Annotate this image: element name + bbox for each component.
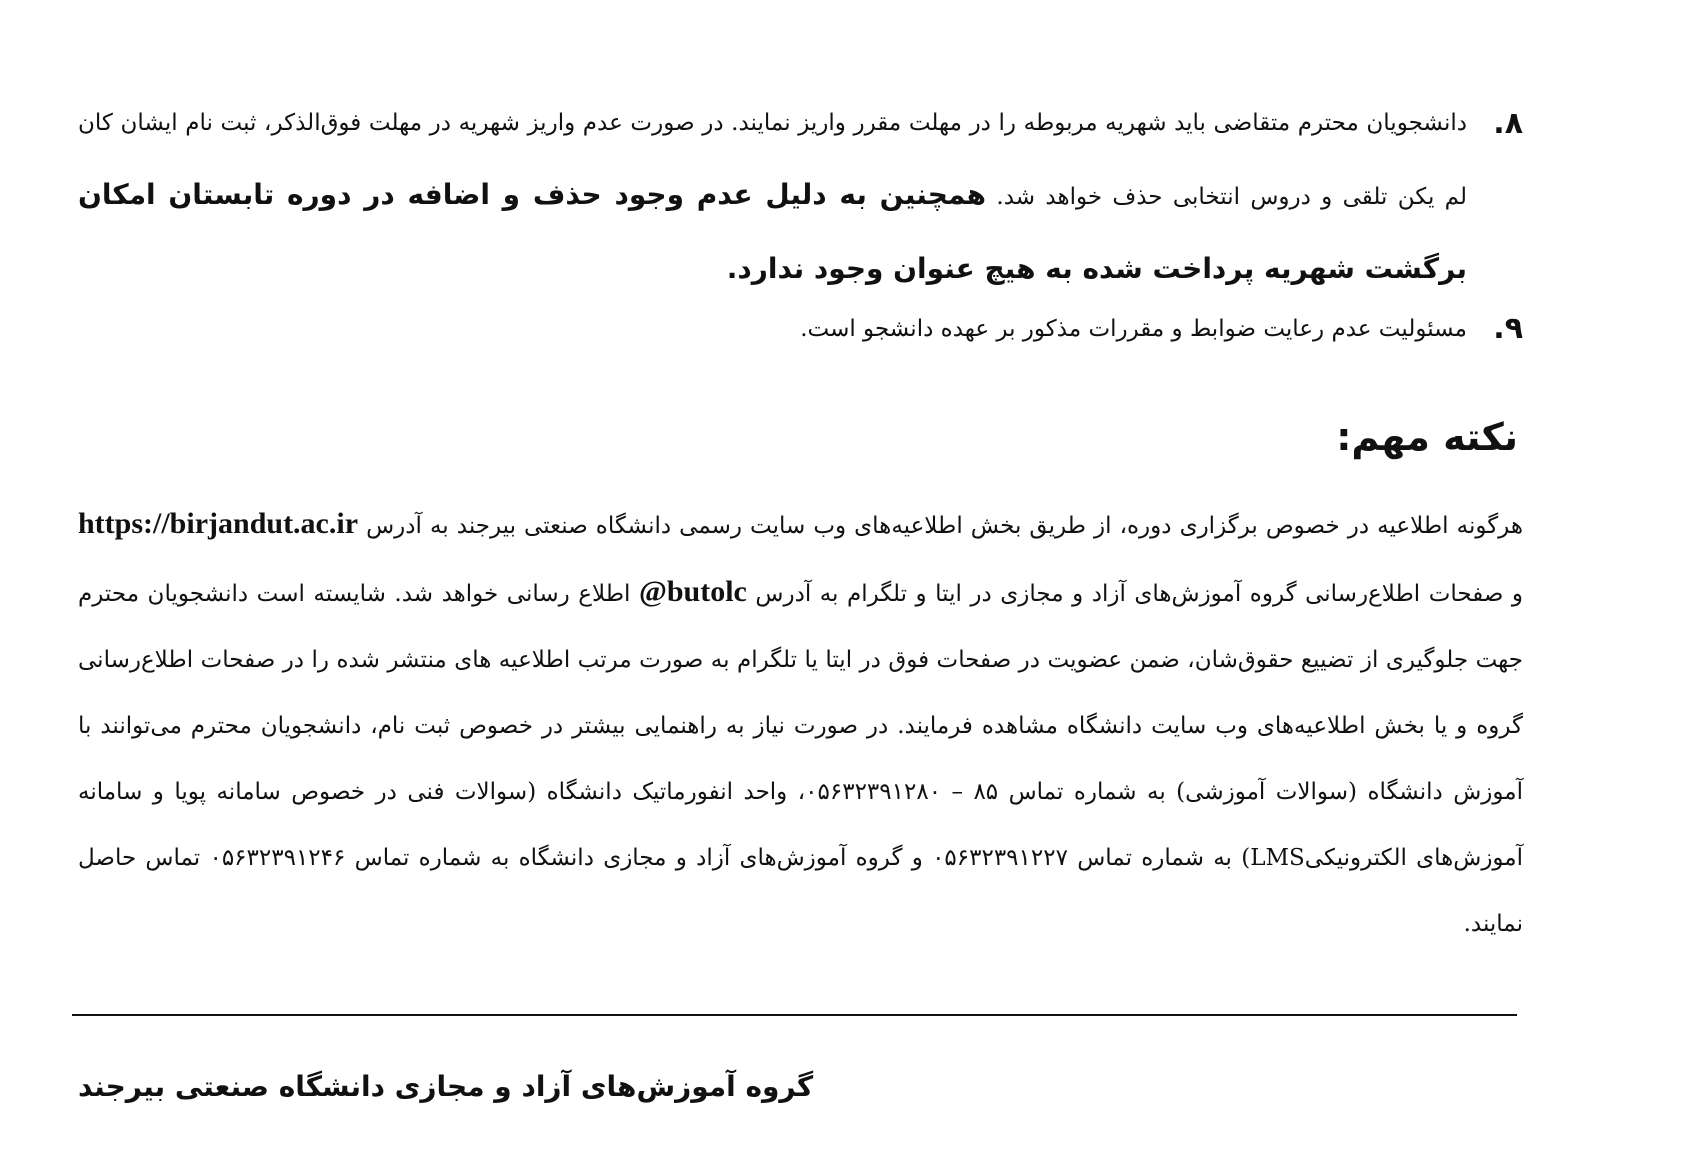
rule-item-8-bold-text: همچنین به دلیل عدم وجود حذف و اضافه در دوره تابستان امکان برگشت شهریه پرداخت شده به هیچ عنوان وجود ندارد. (78, 178, 1467, 285)
rule-item-9-number: ۹. (1493, 311, 1523, 346)
note-text-part-3: اطلاع رسانی خواهد شد. شایسته است دانشجویان محترم جهت جلوگیری از تضییع حقوق‌شان، ضمن عضویت در صفحات فوق در ایتا یا تلگرام به صورت مرتب اطلاعیه های منتشر شده را در صفحات اطلاع‌رسانی گروه و یا بخش اطلاعیه‌های وب سایت دانشگاه مشاهده فرمایند. در صورت نیاز به راهنمایی بیشتر در خصوص ثبت نام، دانشجویان محترم می‌توانند با آموزش دانشگاه (سوالات آموزشی) به شماره تماس ۸۵ – ۰۵۶۳۲۳۹۱۲۸۰، واحد انفورماتیک دانشگاه (سوالات فنی در خصوص سامانه پویا و سامانه آموزش‌های الکترونیکیLMS) به شماره تماس ۰۵۶۳۲۳۹۱۲۲۷ و گروه آموزش‌های آزاد و مجازی دانشگاه به شماره تماس ۰۵۶۳۲۳۹۱۲۴۶ تماس حاصل نمایند. (78, 581, 1524, 937)
divider-line (72, 1014, 1517, 1016)
website-link[interactable]: https://birjandut.ac.ir (78, 507, 359, 540)
important-note-paragraph (78, 491, 1523, 957)
important-note-title: نکته مهم: (1336, 415, 1518, 459)
rules-list (78, 88, 1523, 351)
note-text-part-1: هرگونه اطلاعیه در خصوص برگزاری دوره، از طریق بخش اطلاعیه‌های وب سایت رسمی دانشگاه صنعتی بیرجند به آدرس (366, 513, 1523, 539)
note-text-part-2: و صفحات اطلاع‌رسانی گروه آموزش‌های آزاد و مجازی در ایتا و تلگرام به آدرس (755, 581, 1524, 607)
rule-item-8 (78, 88, 1523, 307)
channel-handle[interactable]: @butolc (638, 575, 747, 608)
rule-item-9 (78, 307, 1523, 351)
rule-item-8-text: دانشجویان محترم متقاضی باید شهریه مربوطه را در مهلت مقرر واریز نمایند. در صورت عدم واریز شهریه در مهلت فوق‌الذکر، ثبت نام ایشان کان لم یکن تلقی و دروس انتخابی حذف خواهد شد. (78, 110, 1467, 210)
rule-item-9-text: مسئولیت عدم رعایت ضوابط و مقررات مذکور بر عهده دانشجو است. (800, 316, 1467, 342)
signature: گروه آموزش‌های آزاد و مجازی دانشگاه صنعتی بیرجند (78, 1070, 814, 1103)
rule-item-8-number: ۸. (1493, 106, 1523, 141)
